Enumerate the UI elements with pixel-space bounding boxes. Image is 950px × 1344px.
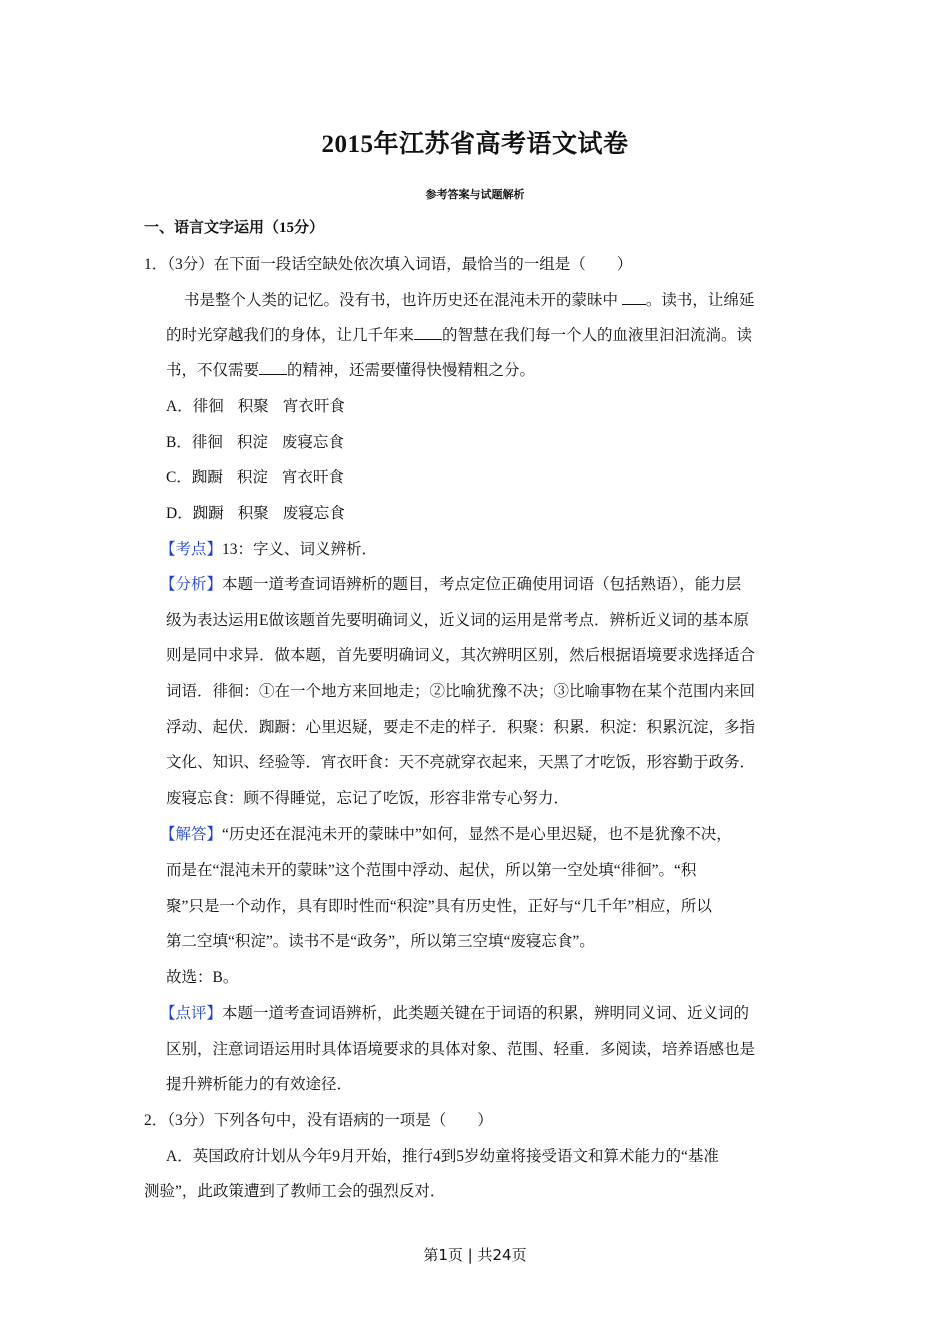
kaodian bbox=[160, 537, 377, 559]
option-word: 踟蹰 bbox=[192, 505, 224, 522]
jieda-line-2: 而是在“混沌未开的蒙昧”这个范围中浮动、起伏，所以第一空处填“徘徊”。“积 bbox=[166, 862, 697, 879]
option-word: 废寝忘食 bbox=[282, 505, 345, 522]
dianping-line-1 bbox=[160, 1001, 749, 1023]
option-word: 积聚 bbox=[237, 398, 269, 415]
option-word: 积淀 bbox=[236, 469, 268, 486]
option-word: 废寝忘食 bbox=[281, 434, 344, 451]
fill-blank-3 bbox=[259, 360, 287, 375]
fenxi-line-3: 则是同中求异．做本题，首先要明确词义，其次辨明区别，然后根据语境要求选择适合 bbox=[166, 647, 756, 664]
passage-text: 。读书，让绵延 bbox=[645, 292, 755, 309]
option-label: D． bbox=[166, 505, 193, 522]
q2-option-a-line-2: 测验”，此政策遭到了教师工会的强烈反对． bbox=[144, 1183, 446, 1200]
jieda-line-1 bbox=[160, 822, 732, 844]
option-word: 积淀 bbox=[236, 434, 268, 451]
passage-line-2 bbox=[166, 323, 752, 345]
fenxi-line-6: 文化、知识、经验等．宵衣旰食：天不亮就穿衣起来，天黑了才吃饭，形容勤于政务． bbox=[166, 754, 756, 771]
passage-text: 的智慧在我们每一个人的血液里汩汩流淌。读 bbox=[442, 327, 753, 344]
passage-line-1 bbox=[184, 288, 754, 310]
document-title: 2015年江苏省高考语文试卷 bbox=[321, 131, 629, 158]
fenxi-line-5: 浮动、起伏．踟蹰：心里迟疑，要走不走的样子．积聚：积累．积淀：积累沉淀，多指 bbox=[166, 719, 756, 736]
fenxi-tag: 【分析】 bbox=[160, 576, 223, 593]
page-footer: 第1页 | 共24页 bbox=[423, 1246, 527, 1264]
option-word: 宵衣旰食 bbox=[282, 398, 345, 415]
option-c bbox=[166, 465, 358, 487]
jieda-line-3: 聚”只是一个动作，具有即时性而“积淀”具有历史性，正好与“几千年”相应，所以 bbox=[166, 898, 712, 915]
option-label: A． bbox=[166, 398, 193, 415]
fenxi-line-7: 废寝忘食：顾不得睡觉，忘记了吃饭，形容非常专心努力． bbox=[166, 790, 570, 807]
section-heading: 一、语言文字运用（15分） bbox=[144, 220, 325, 236]
dianping-text: 本题一道考查词语辨析，此类题关键在于词语的积累，辨明同义词、近义词的 bbox=[222, 1005, 750, 1022]
dianping-line-3: 提升辨析能力的有效途径． bbox=[166, 1076, 353, 1093]
q2-option-a-line-1: A．英国政府计划从今年9月开始，推行4到5岁幼童将接受语文和算术能力的“基准 bbox=[166, 1148, 719, 1165]
jieda-tag: 【解答】 bbox=[160, 826, 223, 843]
dianping-line-2: 区别，注意词语运用时具体语境要求的具体对象、范围、轻重．多阅读，培养语感也是 bbox=[166, 1041, 756, 1058]
jieda-text: “历史还在混沌未开的蒙昧中”如何，显然不是心里迟疑，也不是犹豫不决， bbox=[222, 826, 732, 843]
passage-text: 的时光穿越我们的身体，让几千年来 bbox=[166, 327, 415, 344]
fenxi-line-2: 级为表达运用E做该题首先要明确词义，近义词的运用是常考点．辨析近义词的基本原 bbox=[166, 612, 749, 629]
option-word: 积聚 bbox=[237, 505, 269, 522]
kaodian-tag: 【考点】 bbox=[160, 541, 223, 558]
fill-blank-2 bbox=[414, 325, 442, 340]
option-d bbox=[166, 501, 359, 523]
fenxi-line-1 bbox=[160, 572, 741, 594]
option-word: 宵衣旰食 bbox=[281, 469, 344, 486]
option-label: C． bbox=[166, 469, 192, 486]
option-b bbox=[166, 430, 358, 452]
option-word: 徘徊 bbox=[192, 398, 224, 415]
question-1-stem: 1．（3分）在下面一段话空缺处依次填入词语，最恰当的一组是（ ） bbox=[144, 256, 633, 273]
fill-blank-1 bbox=[622, 290, 646, 305]
document-subtitle: 参考答案与试题解析 bbox=[425, 188, 525, 201]
passage-text: 书，不仅需要 bbox=[166, 362, 260, 379]
answer-line: 故选：B。 bbox=[166, 969, 239, 986]
option-label: B． bbox=[166, 434, 192, 451]
question-2-stem: 2．（3分）下列各句中，没有语病的一项是（ ） bbox=[144, 1112, 493, 1129]
option-word: 徘徊 bbox=[191, 434, 223, 451]
option-word: 踟蹰 bbox=[191, 469, 223, 486]
passage-line-3 bbox=[166, 358, 535, 380]
fenxi-text: 本题一道考查词语辨析的题目，考点定位正确使用词语（包括熟语），能力层 bbox=[222, 576, 742, 593]
kaodian-text: 13：字义、词义辨析． bbox=[222, 541, 378, 558]
passage-text: 的精神，还需要懂得快慢精粗之分。 bbox=[287, 362, 536, 379]
option-a bbox=[166, 394, 359, 416]
fenxi-line-4: 词语．徘徊：①在一个地方来回地走；②比喻犹豫不决；③比喻事物在某个范围内来回 bbox=[166, 683, 756, 700]
jieda-line-4: 第二空填“积淀”。读书不是“政务”，所以第三空填“废寝忘食”。 bbox=[166, 933, 595, 950]
passage-text: 书是整个人类的记忆。没有书，也许历史还在混沌未开的蒙昧中 bbox=[184, 292, 622, 309]
dianping-tag: 【点评】 bbox=[160, 1005, 223, 1022]
